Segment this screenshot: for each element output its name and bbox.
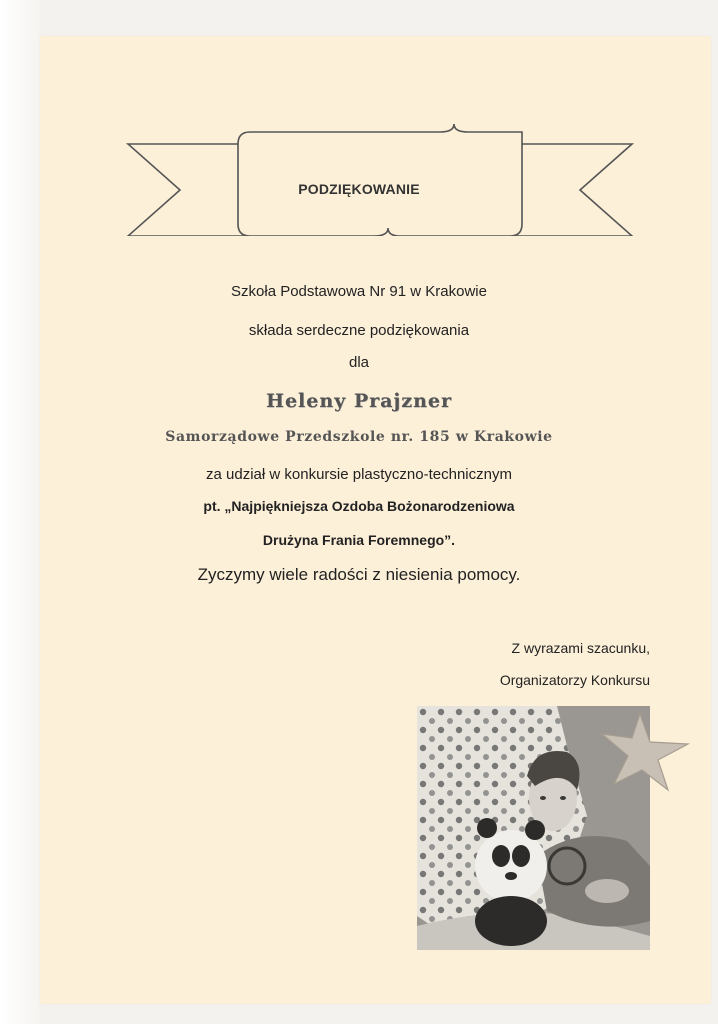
recipient-name: Heleny Prajzner — [266, 390, 452, 412]
recipient-school: Samorządowe Przedszkole nr. 185 w Krakowie — [165, 429, 553, 445]
scan-margin — [0, 0, 40, 1024]
contest-line: za udział w konkursie plastyczno-technicznym — [206, 466, 512, 483]
thanks-line: składa serdeczne podziękowania — [248, 322, 470, 339]
certificate-sheet — [40, 36, 711, 1004]
wish-line: Zyczymy wiele radości z niesienia pomocy. — [197, 565, 521, 584]
contest-title-line-2: Drużyna Frania Foremnego”. — [262, 532, 456, 548]
ribbon-banner — [120, 96, 640, 236]
contest-title-line-1: pt. „Najpiękniejsza Ozdoba Bożonarodzeniowa — [203, 498, 515, 514]
for-line: dla — [348, 354, 370, 371]
closing-regards: Z wyrazami szacunku, — [511, 640, 650, 656]
star-decoration — [600, 712, 690, 792]
school-line: Szkoła Podstawowa Nr 91 w Krakowie — [231, 283, 487, 300]
banner-title: PODZIĘKOWANIE — [298, 181, 420, 197]
closing-signature: Organizatorzy Konkursu — [499, 672, 650, 688]
